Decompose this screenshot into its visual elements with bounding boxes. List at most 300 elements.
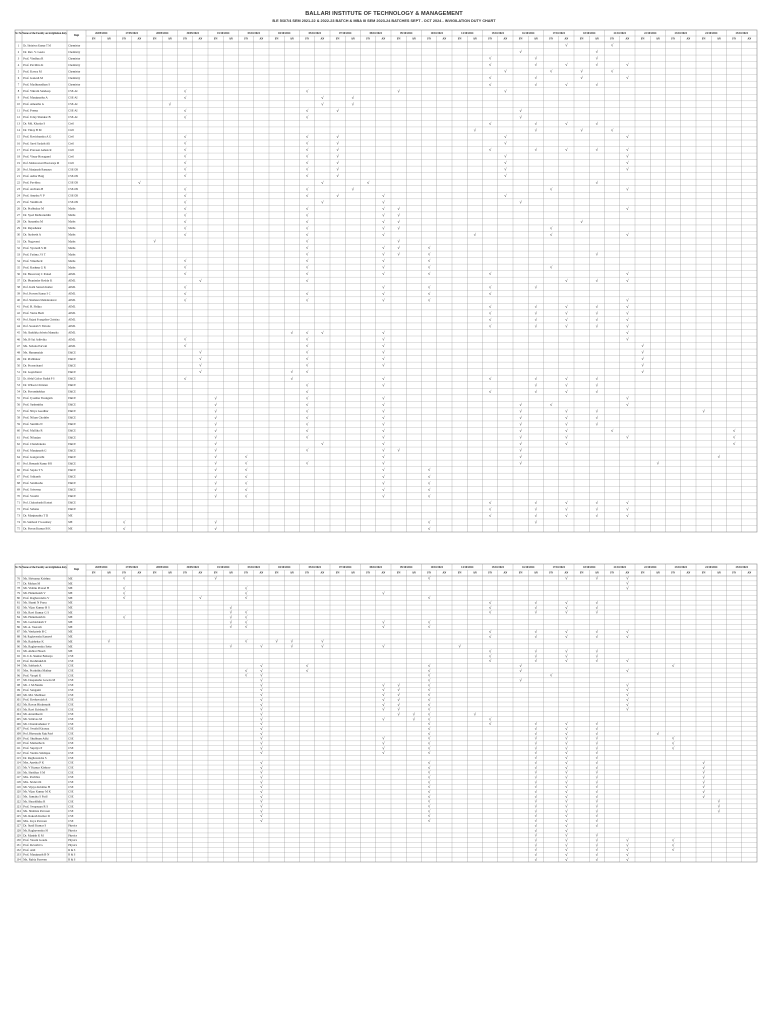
checkmark-icon: √ xyxy=(565,774,568,780)
checkmark-icon: √ xyxy=(626,506,629,512)
checkmark-icon: √ xyxy=(183,88,187,94)
header-session: FN xyxy=(244,37,248,41)
row-dept: CSE-AI xyxy=(68,95,78,100)
checkmark-icon: √ xyxy=(382,395,385,401)
checkmark-icon: √ xyxy=(626,512,629,518)
row-name: Prof. Swathi xyxy=(23,494,39,499)
checkmark-icon: √ xyxy=(488,284,492,290)
checkmark-icon: √ xyxy=(534,648,538,654)
checkmark-icon: √ xyxy=(122,519,126,525)
checkmark-icon: √ xyxy=(626,323,629,329)
row-sl: 106 xyxy=(16,721,21,726)
row-dept: E&CE xyxy=(68,415,76,420)
checkmark-icon: √ xyxy=(504,68,507,74)
row-sl: 129 xyxy=(16,833,21,838)
checkmark-icon: √ xyxy=(183,258,187,264)
checkmark-icon: √ xyxy=(534,784,538,790)
checkmark-icon: √ xyxy=(595,725,599,731)
row-name: Prof. Shumaiza Mamdarakavat xyxy=(23,299,57,303)
row-name: Mr. Gavisiddesh T xyxy=(23,620,47,625)
row-name: Prof. Nilam Chothbe xyxy=(23,415,50,420)
checkmark-icon: √ xyxy=(534,499,538,505)
checkmark-icon: √ xyxy=(534,818,538,824)
checkmark-icon: √ xyxy=(427,798,431,804)
row-sl: 123 xyxy=(16,804,21,809)
header-session: AN xyxy=(412,37,416,41)
row-name: Prof. Sunitha N xyxy=(23,422,43,427)
checkmark-icon: √ xyxy=(351,101,355,107)
checkmark-icon: √ xyxy=(565,428,568,434)
checkmark-icon: √ xyxy=(382,375,385,381)
row-sl: 104 xyxy=(16,712,21,717)
header-date: 15/10/2024 xyxy=(491,566,504,569)
checkmark-icon: √ xyxy=(260,662,263,668)
checkmark-icon: √ xyxy=(580,127,583,133)
checkmark-icon: √ xyxy=(565,648,568,654)
checkmark-icon: √ xyxy=(382,264,385,270)
header-date: 17/10/2024 xyxy=(552,32,565,35)
row-name: Dr. Sunantha M xyxy=(23,219,43,224)
checkmark-icon: √ xyxy=(412,711,416,717)
checkmark-icon: √ xyxy=(244,667,248,673)
checkmark-icon: √ xyxy=(626,575,629,581)
row-name: Prof. Mahaveswari Basavaraja M xyxy=(23,161,60,165)
row-sl: 118 xyxy=(16,780,21,785)
row-sl: 112 xyxy=(16,750,21,755)
checkmark-icon: √ xyxy=(534,388,538,394)
checkmark-icon: √ xyxy=(534,822,538,828)
checkmark-icon: √ xyxy=(534,745,538,751)
header-session: AN xyxy=(137,571,142,575)
checkmark-icon: √ xyxy=(580,75,583,81)
row-sl: 6 xyxy=(17,75,20,80)
checkmark-icon: √ xyxy=(305,114,309,120)
checkmark-icon: √ xyxy=(595,251,599,257)
checkmark-icon: √ xyxy=(260,798,263,804)
header-date: 21/10/2024 xyxy=(613,566,626,569)
row-name: Mr. Shraddhika R xyxy=(23,799,46,804)
checkmark-icon: √ xyxy=(382,619,385,625)
checkmark-icon: √ xyxy=(382,428,385,434)
checkmark-icon: √ xyxy=(122,526,126,532)
checkmark-icon: √ xyxy=(260,764,263,770)
checkmark-icon: √ xyxy=(626,134,629,140)
row-dept: AIML xyxy=(68,304,76,309)
checkmark-icon: √ xyxy=(595,506,599,512)
checkmark-icon: √ xyxy=(488,388,492,394)
checkmark-icon: √ xyxy=(229,619,233,625)
checkmark-icon: √ xyxy=(595,414,599,420)
row-dept: CSE xyxy=(68,712,74,717)
checkmark-icon: √ xyxy=(626,166,629,172)
header-session: FN xyxy=(457,571,462,575)
checkmark-icon: √ xyxy=(519,428,522,434)
row-dept: Physics xyxy=(68,833,78,838)
checkmark-icon: √ xyxy=(214,519,217,525)
checkmark-icon: √ xyxy=(595,769,599,775)
checkmark-icon: √ xyxy=(290,375,294,381)
row-dept: Chemistry xyxy=(68,62,81,67)
row-name: Mrs. Zoya Parveen xyxy=(23,818,47,823)
checkmark-icon: √ xyxy=(626,401,629,407)
row-dept: ME xyxy=(68,605,73,610)
checkmark-icon: √ xyxy=(565,740,568,746)
checkmark-icon: √ xyxy=(397,696,400,702)
row-dept: E&CE xyxy=(68,448,76,453)
institute-title: BALLARI INSTITUTE OF TECHNOLOGY & MANAGEMENT xyxy=(305,11,463,17)
row-sl: 14 xyxy=(17,128,20,133)
row-sl: 21 xyxy=(17,173,20,178)
checkmark-icon: √ xyxy=(595,822,599,828)
checkmark-icon: √ xyxy=(305,88,309,94)
row-dept: ME xyxy=(68,615,73,620)
checkmark-icon: √ xyxy=(305,225,309,231)
checkmark-icon: √ xyxy=(382,401,385,407)
row-sl: 26 xyxy=(17,206,20,211)
checkmark-icon: √ xyxy=(336,173,339,179)
checkmark-icon: √ xyxy=(534,120,538,126)
row-dept: CSE xyxy=(68,780,74,785)
checkmark-icon: √ xyxy=(427,519,431,525)
row-name: Prof. Sahana xyxy=(23,507,40,512)
checkmark-icon: √ xyxy=(595,648,599,654)
checkmark-icon: √ xyxy=(321,441,324,447)
checkmark-icon: √ xyxy=(214,428,217,434)
checkmark-icon: √ xyxy=(565,808,568,814)
checkmark-icon: √ xyxy=(427,721,431,727)
row-dept: Civil xyxy=(68,154,74,159)
header-date: 24/10/2024 xyxy=(705,566,718,569)
checkmark-icon: √ xyxy=(595,421,599,427)
checkmark-icon: √ xyxy=(656,460,660,466)
checkmark-icon: √ xyxy=(732,428,736,434)
checkmark-icon: √ xyxy=(565,827,568,833)
checkmark-icon: √ xyxy=(534,323,538,329)
checkmark-icon: √ xyxy=(214,473,217,479)
row-sl: 117 xyxy=(16,775,21,780)
checkmark-icon: √ xyxy=(305,173,309,179)
checkmark-icon: √ xyxy=(183,284,187,290)
header-date: 24/10/2024 xyxy=(705,32,718,35)
checkmark-icon: √ xyxy=(244,619,248,625)
checkmark-icon: √ xyxy=(595,303,599,309)
row-name: Dr. Basavaraj C Panad xyxy=(23,271,52,276)
row-dept: CSE xyxy=(68,653,74,658)
checkmark-icon: √ xyxy=(244,460,248,466)
checkmark-icon: √ xyxy=(595,499,599,505)
checkmark-icon: √ xyxy=(565,42,568,48)
checkmark-icon: √ xyxy=(382,336,385,342)
row-dept: E&CE xyxy=(68,383,76,387)
checkmark-icon: √ xyxy=(626,842,629,848)
checkmark-icon: √ xyxy=(397,212,400,218)
row-name: Mr. Shivanna Krishna xyxy=(23,576,51,581)
checkmark-icon: √ xyxy=(382,251,385,257)
row-sl: 3 xyxy=(17,56,20,61)
checkmark-icon: √ xyxy=(626,682,629,688)
checkmark-icon: √ xyxy=(565,277,568,283)
checkmark-icon: √ xyxy=(382,343,385,349)
row-name: Mr. Chandrashekar V xyxy=(23,721,50,726)
checkmark-icon: √ xyxy=(183,114,187,120)
checkmark-icon: √ xyxy=(260,721,263,727)
checkmark-icon: √ xyxy=(565,847,568,853)
checkmark-icon: √ xyxy=(305,140,309,146)
header-session: FN xyxy=(305,37,309,41)
row-name: Mr. A. Veeresh xyxy=(23,624,42,629)
row-dept: Physics xyxy=(68,843,78,848)
row-name: Dr. Pavanshekhar xyxy=(23,389,46,394)
checkmark-icon: √ xyxy=(260,701,263,707)
row-sl: 99 xyxy=(17,687,20,692)
checkmark-icon: √ xyxy=(305,218,309,224)
row-name: Mrs. Ayesha P K xyxy=(23,760,44,765)
checkmark-icon: √ xyxy=(382,199,385,205)
row-dept: Physics xyxy=(68,828,78,833)
row-sl: 56 xyxy=(17,402,20,407)
header-date: 08/10/2024 xyxy=(369,566,382,569)
checkmark-icon: √ xyxy=(305,238,309,244)
checkmark-icon: √ xyxy=(565,822,568,828)
row-sl: 90 xyxy=(17,644,20,649)
checkmark-icon: √ xyxy=(427,672,431,678)
checkmark-icon: √ xyxy=(519,460,522,466)
header-session: AN xyxy=(442,37,447,41)
checkmark-icon: √ xyxy=(214,434,217,440)
checkmark-icon: √ xyxy=(183,264,187,270)
checkmark-icon: √ xyxy=(382,740,385,746)
checkmark-icon: √ xyxy=(534,604,538,610)
checkmark-icon: √ xyxy=(626,701,629,707)
checkmark-icon: √ xyxy=(427,813,431,819)
checkmark-icon: √ xyxy=(534,506,538,512)
row-dept: Chemistry xyxy=(68,56,81,61)
row-dept: E&CE xyxy=(68,356,76,361)
row-name: Dr. U.K. Shekhar Baliaraju xyxy=(23,654,53,658)
row-sl: 4 xyxy=(17,62,20,67)
row-sl: 119 xyxy=(16,784,21,789)
checkmark-icon: √ xyxy=(626,395,629,401)
checkmark-icon: √ xyxy=(488,303,492,309)
checkmark-icon: √ xyxy=(305,271,309,277)
checkmark-icon: √ xyxy=(595,316,599,322)
checkmark-icon: √ xyxy=(122,585,126,591)
checkmark-icon: √ xyxy=(305,356,309,362)
checkmark-icon: √ xyxy=(702,774,705,780)
row-sl: 86 xyxy=(17,624,20,629)
checkmark-icon: √ xyxy=(397,205,400,211)
header-session: AN xyxy=(564,571,569,575)
checkmark-icon: √ xyxy=(488,648,492,654)
checkmark-icon: √ xyxy=(717,454,721,460)
row-sl: 29 xyxy=(17,226,20,231)
row-dept: CSE-AI xyxy=(68,89,78,93)
checkmark-icon: √ xyxy=(595,735,599,741)
row-dept: CSE xyxy=(68,736,74,741)
header-date: 01/10/2024 xyxy=(217,32,230,35)
header-date: 22/10/2024 xyxy=(644,566,657,569)
header-session: AN xyxy=(625,571,630,575)
row-name: Dr. Sunil Kumar S xyxy=(23,823,47,828)
row-name: Mr. Raghavendra Setty xyxy=(23,644,52,649)
header-session: AN xyxy=(351,571,355,575)
row-name: Prof. Anil xyxy=(23,847,36,852)
row-dept: CSE xyxy=(68,755,74,760)
checkmark-icon: √ xyxy=(427,764,431,770)
checkmark-icon: √ xyxy=(199,369,202,375)
row-name: Mr. Hanumaiah K xyxy=(23,615,46,620)
header-session: AN xyxy=(290,37,294,41)
row-dept: CSE xyxy=(68,658,74,663)
checkmark-icon: √ xyxy=(305,414,309,420)
checkmark-icon: √ xyxy=(382,480,385,486)
checkmark-icon: √ xyxy=(427,480,431,486)
checkmark-icon: √ xyxy=(214,441,217,447)
row-name: Prof. Nitya Geodhar xyxy=(23,409,49,414)
header-session: FN xyxy=(274,37,279,41)
checkmark-icon: √ xyxy=(397,225,400,231)
checkmark-icon: √ xyxy=(427,493,431,499)
row-name: Prof. Supriya P xyxy=(23,746,43,751)
checkmark-icon: √ xyxy=(427,779,431,785)
header-session: FN xyxy=(91,37,96,41)
header-session: AN xyxy=(717,37,721,41)
header-session: AN xyxy=(229,37,233,41)
checkmark-icon: √ xyxy=(534,519,538,525)
checkmark-icon: √ xyxy=(199,349,202,355)
row-name: Prof. Ameetha G xyxy=(23,102,45,107)
checkmark-icon: √ xyxy=(565,499,568,505)
checkmark-icon: √ xyxy=(397,238,400,244)
checkmark-icon: √ xyxy=(321,638,324,644)
checkmark-icon: √ xyxy=(595,740,599,746)
header-session: AN xyxy=(198,37,203,41)
checkmark-icon: √ xyxy=(488,512,492,518)
header-session: AN xyxy=(595,571,599,575)
checkmark-icon: √ xyxy=(549,186,553,192)
checkmark-icon: √ xyxy=(534,755,538,761)
checkmark-icon: √ xyxy=(244,614,248,620)
row-sl: 58 xyxy=(17,415,20,420)
row-name: Dr. Raghavendra S xyxy=(23,755,47,760)
row-name: Mr. Deepaksha Gowda M xyxy=(23,678,56,683)
checkmark-icon: √ xyxy=(305,264,309,270)
checkmark-icon: √ xyxy=(534,147,538,153)
checkmark-icon: √ xyxy=(534,653,538,659)
checkmark-icon: √ xyxy=(732,441,736,447)
checkmark-icon: √ xyxy=(504,192,507,198)
checkmark-icon: √ xyxy=(260,696,263,702)
checkmark-icon: √ xyxy=(565,852,568,858)
checkmark-icon: √ xyxy=(565,750,568,756)
header-date: 09/10/2024 xyxy=(400,566,413,569)
row-name: Mr. Vijay Kumar M K xyxy=(23,789,51,794)
row-dept: CSE-DS xyxy=(68,180,79,185)
row-sl: 40 xyxy=(17,298,20,303)
row-name: Dr. Pavan Kumar B K xyxy=(23,526,51,531)
checkmark-icon: √ xyxy=(610,428,614,434)
row-name: Prof. Archana B xyxy=(23,187,44,191)
row-name: Dr. Prabhakar M xyxy=(23,206,44,211)
checkmark-icon: √ xyxy=(260,667,263,673)
row-name: Prof. Mamatha K xyxy=(23,741,45,746)
checkmark-icon: √ xyxy=(565,803,568,809)
checkmark-icon: √ xyxy=(488,147,492,153)
checkmark-icon: √ xyxy=(397,245,400,251)
row-name: Prof. Revathi G xyxy=(23,843,43,848)
checkmark-icon: √ xyxy=(626,706,629,712)
row-dept: CSE xyxy=(68,707,74,712)
checkmark-icon: √ xyxy=(534,127,538,133)
checkmark-icon: √ xyxy=(244,486,248,492)
checkmark-icon: √ xyxy=(183,173,187,179)
row-name: Ms. Rubia Parveen xyxy=(23,857,47,862)
row-dept: E&CE xyxy=(68,409,76,414)
checkmark-icon: √ xyxy=(214,447,217,453)
checkmark-icon: √ xyxy=(305,277,309,283)
checkmark-icon: √ xyxy=(214,454,217,460)
header-session: AN xyxy=(381,571,386,575)
checkmark-icon: √ xyxy=(565,832,568,838)
header-date: 30/09/2024 xyxy=(186,566,199,569)
row-dept: ME xyxy=(68,586,73,591)
checkmark-icon: √ xyxy=(427,750,431,756)
row-name: Prof. Pavithra xyxy=(23,180,41,185)
checkmark-icon: √ xyxy=(565,759,568,765)
row-dept: CSE-AI xyxy=(68,108,78,113)
row-name: Dr. Rajashekar xyxy=(23,226,42,231)
checkmark-icon: √ xyxy=(183,134,187,140)
checkmark-icon: √ xyxy=(305,232,309,238)
checkmark-icon: √ xyxy=(534,832,538,838)
checkmark-icon: √ xyxy=(244,585,248,591)
checkmark-icon: √ xyxy=(244,473,248,479)
checkmark-icon: √ xyxy=(382,297,385,303)
row-sl: 22 xyxy=(17,180,20,185)
checkmark-icon: √ xyxy=(260,818,263,824)
checkmark-icon: √ xyxy=(382,745,385,751)
header-session: AN xyxy=(473,571,477,575)
row-name: Prof. Santhosha xyxy=(23,481,43,485)
header-session: FN xyxy=(671,571,675,575)
checkmark-icon: √ xyxy=(595,277,599,283)
checkmark-icon: √ xyxy=(595,629,599,635)
checkmark-icon: √ xyxy=(214,480,217,486)
checkmark-icon: √ xyxy=(290,330,294,336)
row-dept: CSE xyxy=(68,813,74,818)
header-session: FN xyxy=(427,571,431,575)
checkmark-icon: √ xyxy=(595,62,599,68)
checkmark-icon: √ xyxy=(244,467,248,473)
header-session: AN xyxy=(168,37,172,41)
row-name: Prof. Sapna T S xyxy=(23,467,43,472)
checkmark-icon: √ xyxy=(427,682,431,688)
row-dept: ME xyxy=(68,576,73,581)
row-dept: E&CE xyxy=(68,428,76,433)
checkmark-icon: √ xyxy=(427,297,431,303)
checkmark-icon: √ xyxy=(382,271,385,277)
checkmark-icon: √ xyxy=(519,662,522,668)
checkmark-icon: √ xyxy=(732,434,736,440)
checkmark-icon: √ xyxy=(382,284,385,290)
row-dept: Civil xyxy=(68,134,74,139)
row-name: Dr. Mohan M xyxy=(23,581,41,586)
row-name: Dr. Rev. V. Geeta xyxy=(23,49,45,54)
header-session: FN xyxy=(305,571,309,575)
row-name: Mrs. Pavithra xyxy=(23,775,41,780)
row-name: Prof. Ganesh M xyxy=(23,75,43,80)
checkmark-icon: √ xyxy=(626,580,629,586)
